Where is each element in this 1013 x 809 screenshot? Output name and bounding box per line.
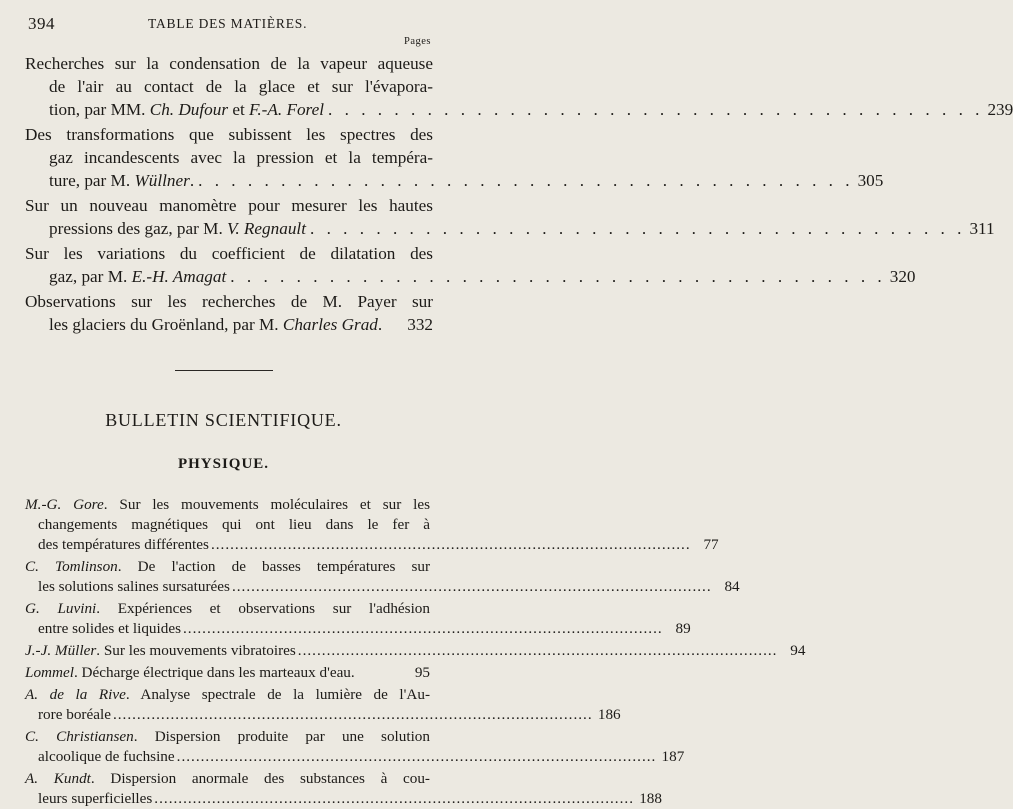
bulletin-entry-line: Lommel. Décharge électrique dans les marteaux d'eau. 95 — [25, 664, 430, 681]
bulletin-entry-line: C. Christiansen. Dispersion produite par une solution — [25, 728, 430, 745]
toc-page-number: 311 — [969, 219, 995, 238]
toc-page-number: 332 — [407, 315, 433, 334]
toc-entry — [25, 52, 1013, 121]
bulletin-entry-line: entre solides et liquides ..... 89 — [25, 619, 430, 639]
author-name: Ch. Dufour — [149, 100, 229, 119]
toc-entry-text: les glaciers du Groënland, par M. Charles Grad. — [49, 315, 383, 334]
bulletin-entry-line: A. de la Rive. Analyse spectrale de la lumière de l'Au- — [25, 686, 431, 703]
bulletin-entry-line: A. Kundt. Dispersion anormale des substances à cou- — [25, 770, 430, 787]
toc-entry-line: Sur les variations du coefficient de dilatation des — [25, 244, 433, 263]
toc-entry-text: gaz, par M. E.-H. Amagat — [49, 267, 227, 286]
leader-dots — [324, 98, 987, 121]
bulletin-title: BULLETIN SCIENTIFIQUE. — [105, 410, 342, 430]
toc-entry-text: pressions des gaz, par M. V. Regnault — [49, 219, 306, 238]
bulletin-entry — [25, 599, 691, 639]
table-of-contents-upper — [25, 52, 1013, 336]
author-name: Charles Grad — [282, 315, 378, 334]
toc-page-number: 320 — [889, 267, 916, 286]
toc-entry-line: Observations sur les recherches de M. Payer sur — [25, 292, 433, 311]
bulletin-entry-line: J.-J. Müller. Sur les mouvements vibratoires ..... 94 — [25, 641, 430, 661]
toc-entry-line — [25, 217, 995, 240]
author-name: Lommel — [25, 664, 74, 681]
running-title: TABLE DES MATIÈRES. — [148, 16, 308, 31]
toc-entry — [25, 290, 433, 336]
bulletin-page-number: 84 — [724, 578, 740, 595]
leader-dots — [296, 641, 780, 661]
bulletin-entry-line: G. Luvini. Expériences et observations sur l'adhésion — [25, 600, 430, 617]
section-divider — [175, 370, 273, 371]
toc-entry — [25, 194, 995, 240]
toc-entry-text: ture, par M. Wüllner. — [49, 171, 195, 190]
bulletin-page-number: 186 — [597, 706, 621, 723]
leader-dots — [111, 705, 595, 725]
bulletin-entry — [25, 685, 621, 725]
author-name: E.-H. Amagat — [131, 267, 227, 286]
page-number: 394 — [28, 14, 55, 33]
toc-entry — [25, 242, 916, 288]
toc-entry-line — [25, 313, 433, 336]
author-name: M.-G. Gore — [25, 496, 104, 513]
author-name: C. Tomlinson — [25, 558, 118, 575]
subsection-title: PHYSIQUE. — [177, 456, 270, 472]
toc-entry-text: tion, par MM. Ch. Dufour et F.-A. Forel — [49, 100, 324, 119]
toc-entry-line — [25, 265, 916, 288]
toc-entry-line: gaz incandescents avec la pression et la tempéra- — [49, 148, 433, 167]
leader-dots — [230, 577, 714, 597]
bulletin-entry-line: changements magnétiques qui ont lieu dans le fer à — [38, 516, 430, 533]
bulletin-entries — [25, 495, 806, 809]
bulletin-entry — [25, 495, 719, 555]
toc-entry-line — [25, 169, 884, 192]
bulletin-page-number: 187 — [661, 748, 685, 765]
author-name: Wüllner — [134, 171, 190, 190]
leader-dots — [194, 169, 857, 192]
author-name: J.-J. Müller — [25, 642, 97, 659]
author-name: G. Luvini — [25, 600, 97, 617]
bulletin-entry — [25, 663, 430, 683]
toc-entry-line: de l'air au contact de la glace et sur l'évapora- — [49, 77, 433, 96]
bulletin-entry — [25, 641, 806, 661]
toc-entry-line: Sur un nouveau manomètre pour mesurer les hautes — [25, 196, 433, 215]
leader-dots — [175, 747, 659, 767]
bulletin-entry-line: C. Tomlinson. De l'action de basses températures sur — [25, 558, 431, 575]
bulletin-page-number: 89 — [675, 620, 691, 637]
leader-dots — [181, 619, 665, 639]
toc-entry-line — [25, 98, 1013, 121]
author-name: A. de la Rive — [25, 686, 126, 703]
toc-entry — [25, 123, 884, 192]
author-name: V. Regnault — [227, 219, 306, 238]
leader-dots — [209, 535, 693, 555]
toc-entry-line: Recherches sur la condensation de la vapeur aqueuse — [25, 54, 433, 73]
bulletin-page-number: 94 — [790, 642, 806, 659]
bulletin-entry-line: rore boréale ..... 186 — [25, 705, 430, 725]
bulletin-entry-line: les solutions salines sursaturées ..... 84 — [25, 577, 430, 597]
running-head — [28, 14, 433, 47]
bulletin-page-number: 77 — [703, 536, 719, 553]
leader-dots — [306, 217, 969, 240]
author-name: A. Kundt — [25, 770, 91, 787]
bulletin-page-number: 188 — [639, 790, 662, 807]
bulletin-entry — [25, 557, 740, 597]
bulletin-entry-line: des températures différentes ..... 77 — [25, 535, 430, 555]
author-name: F.-A. Forel — [249, 100, 324, 119]
bulletin-entry-line: leurs superficielles ..... 188 — [25, 789, 430, 809]
bulletin-entry-line: alcoolique de fuchsine ..... 187 — [25, 747, 430, 767]
leader-dots — [152, 789, 636, 809]
author-name: C. Christiansen — [25, 728, 134, 745]
pages-column-label: Pages — [404, 36, 431, 47]
toc-page-number: 239 — [987, 100, 1013, 119]
bulletin-entry — [25, 727, 685, 767]
bulletin-entry — [25, 769, 662, 809]
bulletin-page-number: 95 — [414, 664, 430, 681]
toc-entry-line: Des transformations que subissent les spectres des — [25, 125, 433, 144]
toc-page-number: 305 — [857, 171, 884, 190]
bulletin-entry-line: M.-G. Gore. Sur les mouvements moléculaires et sur les — [25, 496, 430, 513]
leader-dots — [226, 265, 889, 288]
